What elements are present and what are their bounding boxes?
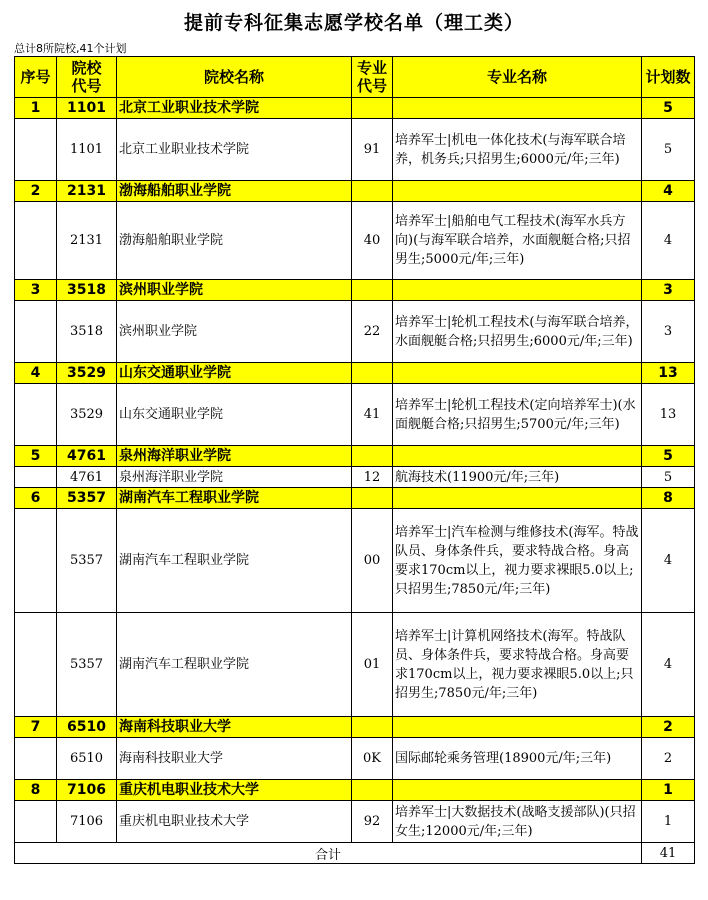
group-row (15, 780, 695, 801)
group-seq: 1 (15, 98, 57, 119)
group-plan: 5 (642, 98, 695, 119)
group-school-name: 海南科技职业大学 (117, 717, 352, 738)
group-row (15, 717, 695, 738)
school-table (14, 56, 695, 864)
group-school-name: 北京工业职业技术学院 (117, 98, 352, 119)
group-major-name-empty (393, 280, 642, 301)
row-major-name: 培养军士|船舶电气工程技术(海军水兵方向)(与海军联合培养，水面舰艇合格;只招男生;5000元/年;三年) (393, 202, 642, 280)
group-seq: 2 (15, 181, 57, 202)
group-school-name: 重庆机电职业技术大学 (117, 780, 352, 801)
group-seq: 8 (15, 780, 57, 801)
table-row (15, 119, 695, 181)
group-seq: 7 (15, 717, 57, 738)
group-major-code-empty (352, 488, 393, 509)
group-school-code: 2131 (57, 181, 117, 202)
group-plan: 13 (642, 363, 695, 384)
header-major-code: 专业 代号 (352, 57, 393, 98)
table-row (15, 467, 695, 488)
header-seq: 序号 (15, 57, 57, 98)
summary-text: 总计8所院校,41个计划 (14, 42, 127, 55)
group-school-code: 6510 (57, 717, 117, 738)
group-major-code-empty (352, 280, 393, 301)
row-school-code: 3529 (57, 384, 117, 446)
row-plan: 5 (642, 467, 695, 488)
group-seq: 5 (15, 446, 57, 467)
group-school-name: 渤海船舶职业学院 (117, 181, 352, 202)
group-major-code-empty (352, 181, 393, 202)
group-major-code-empty (352, 446, 393, 467)
header-row (15, 57, 695, 98)
group-major-code-empty (352, 717, 393, 738)
row-school-name: 滨州职业学院 (117, 301, 352, 363)
row-school-name: 重庆机电职业技术大学 (117, 801, 352, 843)
group-major-name-empty (393, 181, 642, 202)
group-row (15, 98, 695, 119)
row-major-name: 培养军士|汽车检测与维修技术(海军。特战队员、身体条件兵，要求特战合格。身高要求170cm以上，视力要求裸眼5.0以上;只招男生;7850元/年;三年) (393, 509, 642, 613)
row-plan: 3 (642, 301, 695, 363)
row-school-code: 1101 (57, 119, 117, 181)
group-plan: 2 (642, 717, 695, 738)
group-major-name-empty (393, 98, 642, 119)
row-school-name: 渤海船舶职业学院 (117, 202, 352, 280)
row-plan: 4 (642, 202, 695, 280)
row-major-name: 培养军士|大数据技术(战略支援部队)(只招女生;12000元/年;三年) (393, 801, 642, 843)
row-seq-empty (15, 509, 57, 613)
row-seq-empty (15, 384, 57, 446)
table-row (15, 738, 695, 780)
row-school-name: 北京工业职业技术学院 (117, 119, 352, 181)
group-plan: 4 (642, 181, 695, 202)
group-major-name-empty (393, 488, 642, 509)
row-plan: 2 (642, 738, 695, 780)
row-school-name: 海南科技职业大学 (117, 738, 352, 780)
total-label: 合计 (15, 843, 642, 864)
group-plan: 3 (642, 280, 695, 301)
row-plan: 1 (642, 801, 695, 843)
row-school-name: 山东交通职业学院 (117, 384, 352, 446)
group-major-name-empty (393, 363, 642, 384)
row-major-code: 01 (352, 613, 393, 717)
table-row (15, 384, 695, 446)
row-major-code: 12 (352, 467, 393, 488)
group-major-code-empty (352, 780, 393, 801)
row-school-code: 5357 (57, 509, 117, 613)
row-major-code: 40 (352, 202, 393, 280)
group-school-name: 泉州海洋职业学院 (117, 446, 352, 467)
group-seq: 3 (15, 280, 57, 301)
header-plan: 计划数 (642, 57, 695, 98)
row-school-code: 6510 (57, 738, 117, 780)
row-seq-empty (15, 119, 57, 181)
group-school-code: 4761 (57, 446, 117, 467)
table-row (15, 301, 695, 363)
group-row (15, 280, 695, 301)
group-plan: 8 (642, 488, 695, 509)
group-plan: 5 (642, 446, 695, 467)
row-major-name: 航海技术(11900元/年;三年) (393, 467, 642, 488)
group-school-code: 1101 (57, 98, 117, 119)
total-row (15, 843, 695, 864)
group-row (15, 446, 695, 467)
row-plan: 13 (642, 384, 695, 446)
group-row (15, 363, 695, 384)
row-school-code: 7106 (57, 801, 117, 843)
row-major-name: 国际邮轮乘务管理(18900元/年;三年) (393, 738, 642, 780)
row-seq-empty (15, 467, 57, 488)
row-school-code: 3518 (57, 301, 117, 363)
row-school-code: 4761 (57, 467, 117, 488)
group-major-name-empty (393, 780, 642, 801)
group-school-name: 湖南汽车工程职业学院 (117, 488, 352, 509)
group-school-code: 3529 (57, 363, 117, 384)
group-row (15, 181, 695, 202)
row-plan: 4 (642, 509, 695, 613)
row-school-name: 湖南汽车工程职业学院 (117, 613, 352, 717)
row-major-name: 培养军士|轮机工程技术(定向培养军士)(水面舰艇合格;只招男生;5700元/年;三年) (393, 384, 642, 446)
table-row (15, 801, 695, 843)
row-major-code: 91 (352, 119, 393, 181)
group-school-name: 滨州职业学院 (117, 280, 352, 301)
group-school-code: 3518 (57, 280, 117, 301)
header-school-name: 院校名称 (117, 57, 352, 98)
row-seq-empty (15, 613, 57, 717)
group-seq: 4 (15, 363, 57, 384)
group-school-code: 5357 (57, 488, 117, 509)
group-major-code-empty (352, 98, 393, 119)
table-row (15, 202, 695, 280)
row-major-code: 41 (352, 384, 393, 446)
row-school-code: 5357 (57, 613, 117, 717)
group-major-name-empty (393, 717, 642, 738)
row-school-name: 泉州海洋职业学院 (117, 467, 352, 488)
row-plan: 5 (642, 119, 695, 181)
total-value: 41 (642, 843, 695, 864)
group-seq: 6 (15, 488, 57, 509)
row-major-code: 92 (352, 801, 393, 843)
group-major-code-empty (352, 363, 393, 384)
group-school-name: 山东交通职业学院 (117, 363, 352, 384)
row-seq-empty (15, 738, 57, 780)
group-plan: 1 (642, 780, 695, 801)
row-seq-empty (15, 202, 57, 280)
group-school-code: 7106 (57, 780, 117, 801)
row-seq-empty (15, 801, 57, 843)
table-row (15, 613, 695, 717)
group-row (15, 488, 695, 509)
header-major-name: 专业名称 (393, 57, 642, 98)
row-major-code: 00 (352, 509, 393, 613)
page-title: 提前专科征集志愿学校名单（理工类） (183, 12, 524, 34)
row-school-code: 2131 (57, 202, 117, 280)
row-school-name: 湖南汽车工程职业学院 (117, 509, 352, 613)
row-major-name: 培养军士|轮机工程技术(与海军联合培养，水面舰艇合格;只招男生;6000元/年;三年) (393, 301, 642, 363)
group-major-name-empty (393, 446, 642, 467)
row-plan: 4 (642, 613, 695, 717)
row-major-name: 培养军士|机电一体化技术(与海军联合培养，机务兵;只招男生;6000元/年;三年) (393, 119, 642, 181)
row-major-code: 22 (352, 301, 393, 363)
header-school-code: 院校 代号 (57, 57, 117, 98)
row-seq-empty (15, 301, 57, 363)
table-row (15, 509, 695, 613)
row-major-code: 0K (352, 738, 393, 780)
row-major-name: 培养军士|计算机网络技术(海军。特战队员、身体条件兵，要求特战合格。身高要求170cm以上，视力要求裸眼5.0以上;只招男生;7850元/年;三年) (393, 613, 642, 717)
